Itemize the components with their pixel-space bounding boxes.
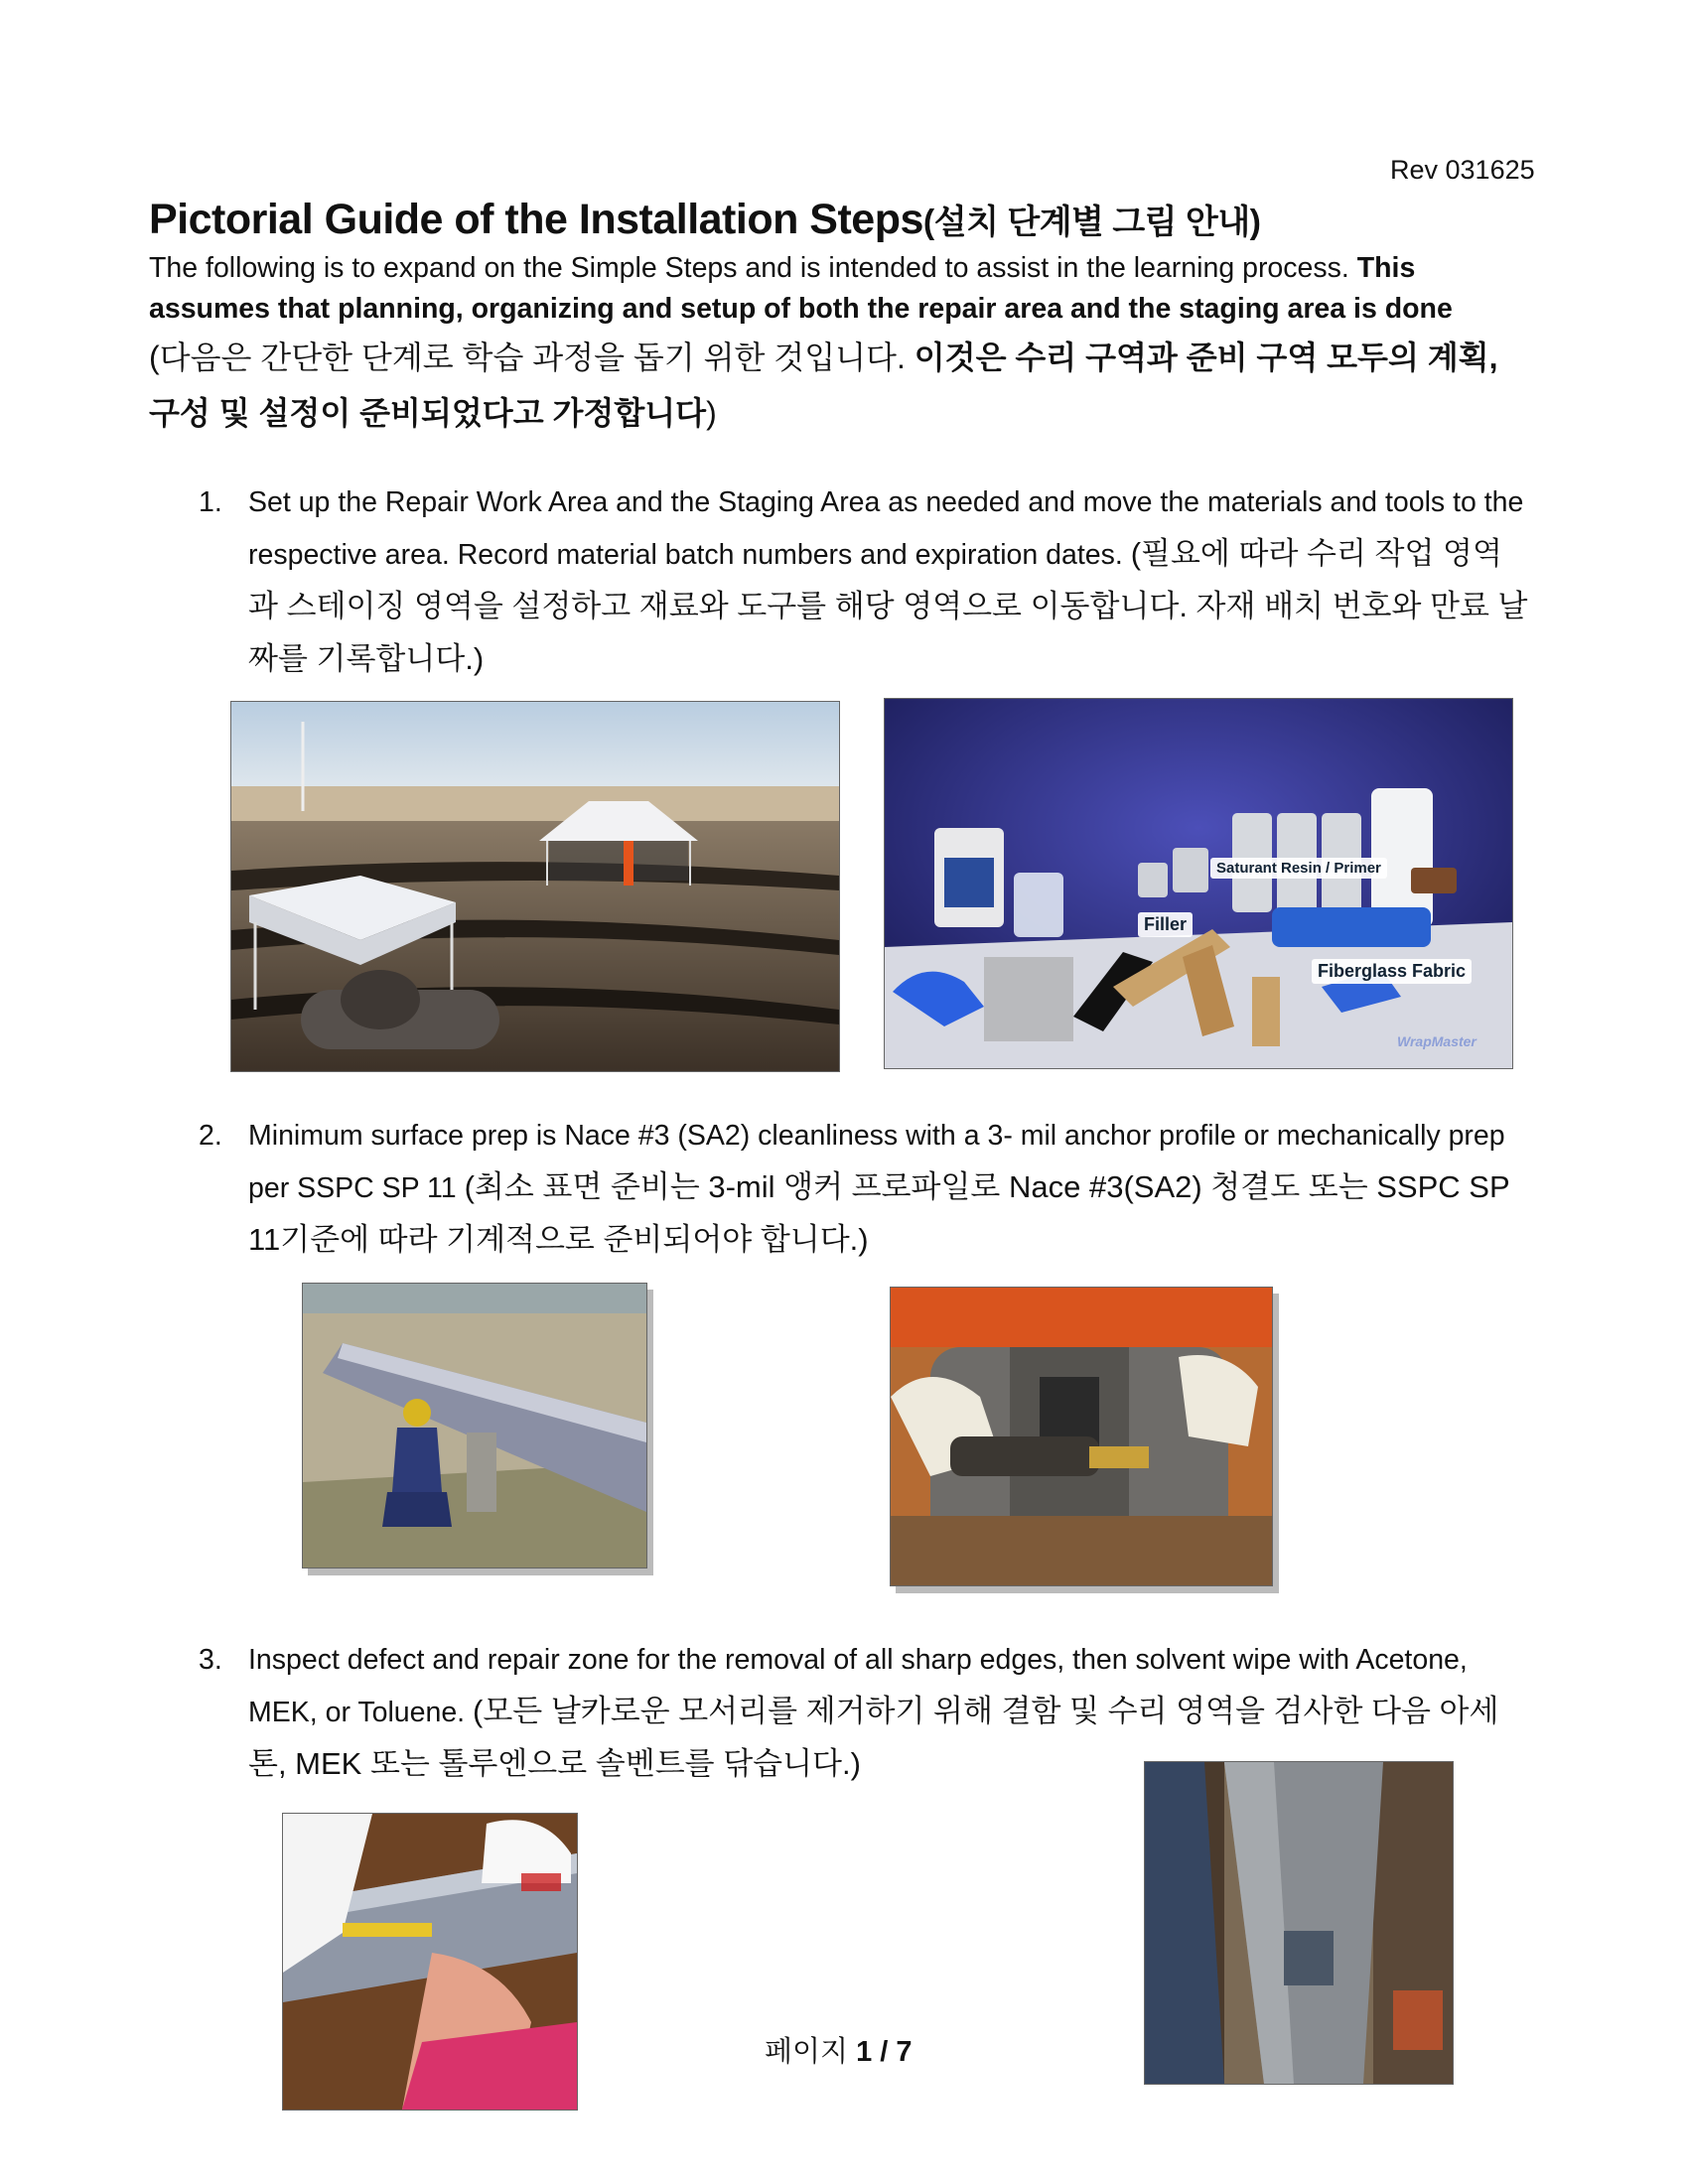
step-3-korean: (모든 날카로운 모서리를 제거하기 위해 결함 및 수리 영역을 검사한 다음 아세톤, MEK 또는 톨루엔으로 솔벤트를 닦습니다.) (248, 1694, 1499, 1781)
step-1-number: 1. (199, 486, 222, 518)
solvent-wipe-photo (1144, 1761, 1454, 2085)
fabric-label: Fiberglass Fabric (1312, 959, 1472, 984)
page-title (149, 195, 1261, 244)
step-1-text: Set up the Repair Work Area and the Staging Area as needed and move the materials and tools to the respective area. Record material batch numbers and expiration dates. (248, 486, 1524, 571)
intro-korean-normal: (다음은 간단한 단계로 학습 과정을 돕기 위한 것입니다. (149, 340, 914, 375)
page-count: 1 / 7 (856, 2036, 913, 2068)
title-korean: (설치 단계별 그림 안내) (922, 204, 1261, 241)
step-2-korean: (최소 표면 준비는 3-mil 앵커 프로파일로 Nace #3(SA2) 청결도 또는 SSPC SP 11기준에 따라 기계적으로 준비되어야 합니다.) (248, 1169, 1510, 1257)
edge-inspection-photo (282, 1813, 578, 2111)
step-2-body (248, 1110, 1529, 1267)
intro-korean-bold: 이것은 수리 구역과 준비 구역 모두의 계획, 구성 및 설정이 준비되었다고 가정합니다 (149, 340, 1498, 431)
step-1-korean: (필요에 따라 수리 작업 영역과 스테이징 영역을 설정하고 재료와 도구를 해당 영역으로 이동합니다. 자재 배치 번호와 만료 날짜를 기록합니다.) (248, 536, 1528, 676)
title-main: Pictorial Guide of the Installation Steps (149, 196, 923, 243)
repair-area-photo (230, 701, 840, 1072)
sandblasting-photo (302, 1283, 647, 1569)
intro-korean (149, 330, 1529, 441)
filler-label: Filler (1138, 912, 1193, 937)
step-1-body (248, 477, 1529, 686)
materials-kit-photo (884, 698, 1513, 1069)
revision-label: Rev 031625 (1390, 155, 1535, 185)
intro-korean-close: ) (706, 395, 717, 431)
intro-bold: This assumes that planning, organizing and setup of both the repair area and the staging area is done (149, 252, 1453, 325)
intro-normal: The following is to expand on the Simple Steps and is intended to assist in the learning process. (149, 252, 1357, 284)
resin-label: Saturant Resin / Primer (1210, 858, 1387, 879)
step-2-text: Minimum surface prep is Nace #3 (SA2) cleanliness with a 3- mil anchor profile or mechanically prep per SSPC SP 11 (248, 1120, 1505, 1204)
page-word: 페이지 (765, 2036, 849, 2068)
step-3-text: Inspect defect and repair zone for the removal of all sharp edges, then solvent wipe with Acetone, MEK, or Toluene. (248, 1644, 1468, 1728)
intro-paragraph (149, 248, 1529, 441)
mechanical-prep-photo (890, 1287, 1273, 1586)
page-number-footer (765, 2029, 913, 2070)
step-2-number: 2. (199, 1120, 222, 1152)
brand-watermark: WrapMaster (1397, 1033, 1477, 1049)
step-3-number: 3. (199, 1644, 222, 1676)
